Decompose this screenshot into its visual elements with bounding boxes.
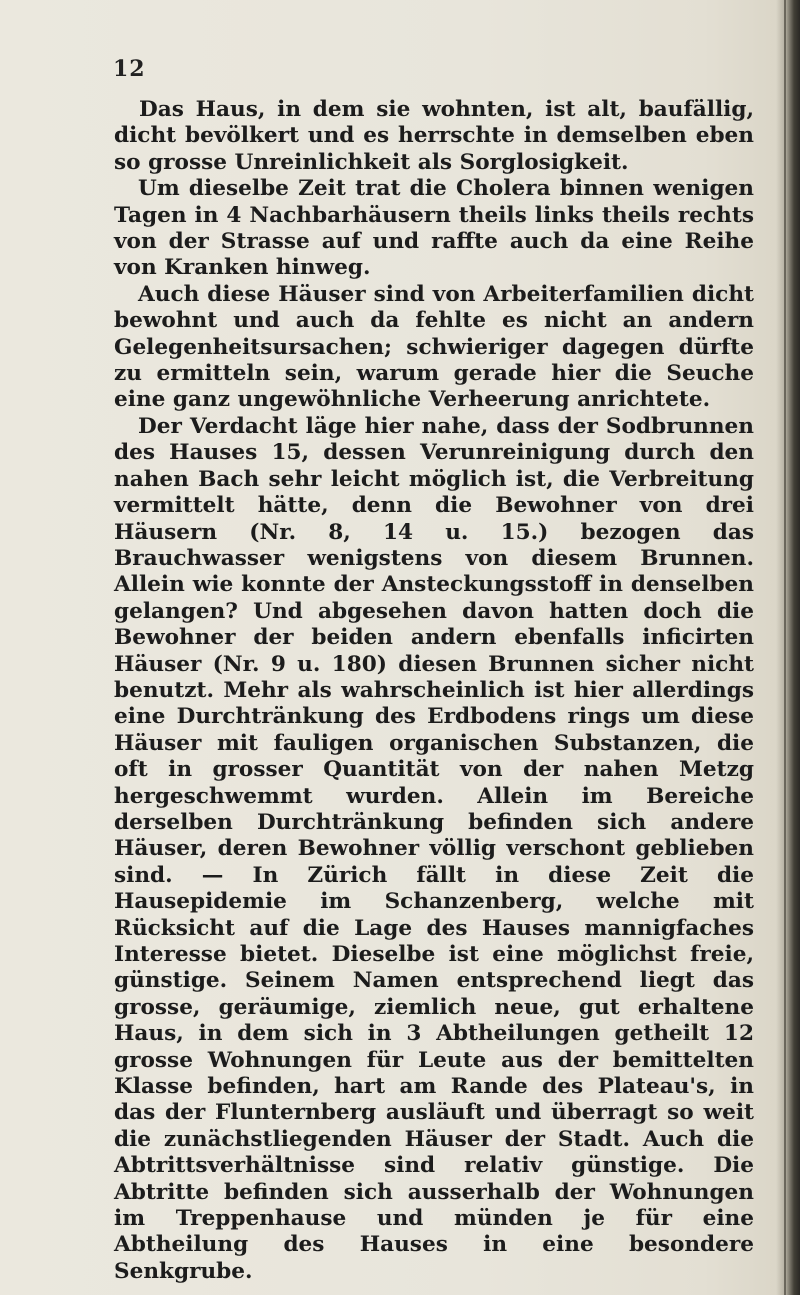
paragraph: Auch diese Häuser sind von Arbeiterfamilien dicht bewohnt und auch da fehlte es nicht an andern Gelegenheitsursachen; schwieriger dagegen dürfte zu ermitteln sein, warum gerade hier die Seuche eine ganz ungewöhnliche Verheerung anrichtete. — [114, 281, 754, 413]
paragraph: Um dieselbe Zeit trat die Cholera binnen wenigen Tagen in 4 Nachbarhäusern theils links theils rechts von der Strasse auf und raffte auch da eine Reihe von Kranken hinweg. — [114, 176, 754, 281]
binding-line — [784, 0, 786, 1295]
paragraph: Das Haus, in dem sie wohnten, ist alt, baufällig, dicht bevölkert und es herrschte in demselben eben so grosse Unreinlichkeit als Sorglosigkeit. — [114, 97, 754, 175]
page-number: 12 — [113, 56, 146, 82]
book-binding-edge — [776, 0, 800, 1295]
body-text — [114, 97, 754, 1285]
paragraph: Der Verdacht läge hier nahe, dass der Sodbrunnen des Hauses 15, dessen Verunreinigung durch den nahen Bach sehr leicht möglich ist, die Verbreitung vermittelt hätte, denn die Bewohner von drei Häusern (Nr. 8, 14 u. 15.) bezogen das Brauchwasser wenigstens von diesem Brunnen. Allein wie konnte der Ansteckungsstoff in denselben gelangen? Und abgesehen davon hatten doch die Bewohner der beiden andern ebenfalls inficirten Häuser (Nr. 9 u. 180) diesen Brunnen sicher nicht benutzt. Mehr als wahrscheinlich ist hier allerdings eine Durchtränkung des Erdbodens rings um diese Häuser mit fauligen organischen Substanzen, die oft in grosser Quantität von der nahen Metzg hergeschwemmt wurden. Allein im Bereiche derselben Durchtränkung befinden sich andere Häuser, deren Bewohner völlig verschont geblieben sind. — In Zürich fällt in diese Zeit die Hausepidemie im Schanzenberg, welche mit Rücksicht auf die Lage des Hauses mannigfaches Interesse bietet. Dieselbe ist eine möglichst freie, günstige. Seinem Namen entsprechend liegt das grosse, geräumige, ziemlich neue, gut erhaltene Haus, in dem sich in 3 Abtheilungen getheilt 12 grosse Wohnungen für Leute aus der bemittelten Klasse befinden, hart am Rande des Plateau's, in das der Flunternberg ausläuft und überragt so weit die zunächstliegenden Häuser der Stadt. Auch die Abtrittsverhältnisse sind relativ günstige. Die Abtritte befinden sich ausserhalb der Wohnungen im Treppenhause und münden je für eine Abtheilung des Hauses in eine besondere Senkgrube. — [114, 413, 754, 1284]
